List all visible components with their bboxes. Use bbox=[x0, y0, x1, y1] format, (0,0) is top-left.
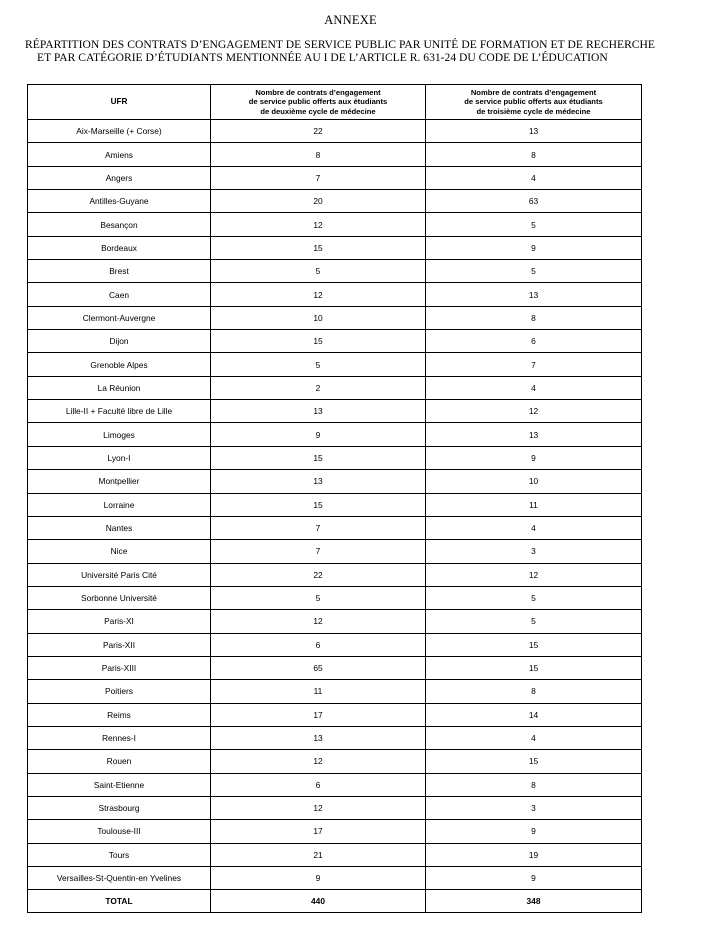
ufr-cell: Caen bbox=[28, 283, 211, 306]
third-cycle-cell: 14 bbox=[426, 703, 642, 726]
third-cycle-cell: 5 bbox=[426, 586, 642, 609]
ufr-cell: Rennes-I bbox=[28, 726, 211, 749]
second-cycle-cell: 20 bbox=[211, 190, 426, 213]
second-cycle-cell: 13 bbox=[211, 726, 426, 749]
table-row bbox=[28, 563, 642, 586]
third-cycle-cell: 8 bbox=[426, 773, 642, 796]
second-cycle-cell: 10 bbox=[211, 306, 426, 329]
second-cycle-cell: 15 bbox=[211, 236, 426, 259]
third-cycle-cell: 3 bbox=[426, 540, 642, 563]
second-cycle-cell: 6 bbox=[211, 633, 426, 656]
third-cycle-cell: 15 bbox=[426, 656, 642, 679]
third-cycle-cell: 9 bbox=[426, 236, 642, 259]
table-row bbox=[28, 166, 642, 189]
second-cycle-cell: 13 bbox=[211, 470, 426, 493]
table-row bbox=[28, 446, 642, 469]
third-cycle-cell: 63 bbox=[426, 190, 642, 213]
header-second-cycle-line: de service public offerts aux étudiants bbox=[248, 97, 388, 107]
table-row bbox=[28, 610, 642, 633]
third-cycle-cell: 6 bbox=[426, 330, 642, 353]
second-cycle-cell: 2 bbox=[211, 376, 426, 399]
table-row bbox=[28, 400, 642, 423]
table-row bbox=[28, 656, 642, 679]
ufr-cell: Limoges bbox=[28, 423, 211, 446]
third-cycle-cell: 12 bbox=[426, 563, 642, 586]
second-cycle-cell: 12 bbox=[211, 283, 426, 306]
ufr-cell: Nantes bbox=[28, 516, 211, 539]
ufr-cell: Brest bbox=[28, 260, 211, 283]
ufr-cell: Montpellier bbox=[28, 470, 211, 493]
third-cycle-cell: 10 bbox=[426, 470, 642, 493]
third-cycle-cell: 7 bbox=[426, 353, 642, 376]
table-row bbox=[28, 493, 642, 516]
header-second-cycle bbox=[211, 85, 426, 120]
ufr-cell: Versailles-St-Quentin-en Yvelines bbox=[28, 867, 211, 890]
ufr-cell: Toulouse-III bbox=[28, 820, 211, 843]
ufr-cell: Antilles-Guyane bbox=[28, 190, 211, 213]
third-cycle-cell: 4 bbox=[426, 726, 642, 749]
ufr-cell: Lyon-I bbox=[28, 446, 211, 469]
table-row bbox=[28, 633, 642, 656]
header-second-cycle-line: de deuxième cycle de médecine bbox=[260, 106, 376, 116]
ufr-cell: Dijon bbox=[28, 330, 211, 353]
second-cycle-cell: 5 bbox=[211, 586, 426, 609]
third-cycle-cell: 9 bbox=[426, 867, 642, 890]
header-third-cycle-line: Nombre de contrats d’engagement bbox=[470, 87, 597, 97]
third-cycle-cell: 9 bbox=[426, 446, 642, 469]
second-cycle-cell: 17 bbox=[211, 820, 426, 843]
table-row bbox=[28, 120, 642, 143]
third-cycle-cell: 13 bbox=[426, 423, 642, 446]
second-cycle-cell: 7 bbox=[211, 516, 426, 539]
table-body bbox=[28, 120, 642, 890]
second-cycle-cell: 8 bbox=[211, 143, 426, 166]
ufr-cell: Paris-XII bbox=[28, 633, 211, 656]
annexe-heading: ANNEXE bbox=[324, 13, 377, 27]
third-cycle-cell: 5 bbox=[426, 260, 642, 283]
second-cycle-cell: 22 bbox=[211, 563, 426, 586]
table-row bbox=[28, 283, 642, 306]
second-cycle-cell: 15 bbox=[211, 446, 426, 469]
second-cycle-cell: 17 bbox=[211, 703, 426, 726]
table-row bbox=[28, 330, 642, 353]
second-cycle-cell: 15 bbox=[211, 330, 426, 353]
table-row bbox=[28, 540, 642, 563]
third-cycle-cell: 3 bbox=[426, 796, 642, 819]
third-cycle-cell: 13 bbox=[426, 120, 642, 143]
table-row bbox=[28, 796, 642, 819]
third-cycle-cell: 5 bbox=[426, 213, 642, 236]
table-row bbox=[28, 586, 642, 609]
ufr-cell: Grenoble Alpes bbox=[28, 353, 211, 376]
table-row bbox=[28, 376, 642, 399]
total-label: TOTAL bbox=[28, 890, 211, 913]
third-cycle-cell: 9 bbox=[426, 820, 642, 843]
second-cycle-cell: 65 bbox=[211, 656, 426, 679]
ufr-cell: Lille-II + Faculté libre de Lille bbox=[28, 400, 211, 423]
third-cycle-cell: 19 bbox=[426, 843, 642, 866]
document-title: RÉPARTITION DES CONTRATS D’ENGAGEMENT DE SERVICE PUBLIC PAR UNITÉ DE FORMATION ET DE RECHERCHE ET PAR CATÉGORIE D’ÉTUDIANTS MENTIONNÉE AU I DE L’ARTICLE R. 631-24 DU CODE DE L’ÉDUCATION bbox=[25, 38, 655, 65]
table-row bbox=[28, 470, 642, 493]
second-cycle-cell: 5 bbox=[211, 260, 426, 283]
third-cycle-cell: 13 bbox=[426, 283, 642, 306]
table-row bbox=[28, 306, 642, 329]
table-row bbox=[28, 143, 642, 166]
table-header-row bbox=[28, 85, 642, 120]
third-cycle-cell: 15 bbox=[426, 750, 642, 773]
ufr-cell: Rouen bbox=[28, 750, 211, 773]
ufr-cell: Besançon bbox=[28, 213, 211, 236]
ufr-cell: Paris-XIII bbox=[28, 656, 211, 679]
header-ufr: UFR bbox=[28, 85, 211, 120]
table-row bbox=[28, 773, 642, 796]
ufr-cell: Strasbourg bbox=[28, 796, 211, 819]
header-third-cycle bbox=[426, 85, 642, 120]
header-second-cycle-line: Nombre de contrats d’engagement bbox=[255, 87, 381, 97]
ufr-cell: Clermont-Auvergne bbox=[28, 306, 211, 329]
third-cycle-cell: 11 bbox=[426, 493, 642, 516]
contracts-table bbox=[27, 84, 642, 913]
ufr-cell: La Réunion bbox=[28, 376, 211, 399]
second-cycle-cell: 12 bbox=[211, 750, 426, 773]
ufr-cell: Bordeaux bbox=[28, 236, 211, 259]
ufr-cell: Poitiers bbox=[28, 680, 211, 703]
table-row bbox=[28, 867, 642, 890]
third-cycle-cell: 8 bbox=[426, 680, 642, 703]
ufr-cell: Sorbonne Université bbox=[28, 586, 211, 609]
ufr-cell: Saint-Etienne bbox=[28, 773, 211, 796]
second-cycle-cell: 9 bbox=[211, 423, 426, 446]
table-row bbox=[28, 236, 642, 259]
table-row bbox=[28, 516, 642, 539]
second-cycle-cell: 11 bbox=[211, 680, 426, 703]
ufr-cell: Lorraine bbox=[28, 493, 211, 516]
second-cycle-cell: 21 bbox=[211, 843, 426, 866]
second-cycle-cell: 22 bbox=[211, 120, 426, 143]
third-cycle-cell: 8 bbox=[426, 143, 642, 166]
second-cycle-cell: 7 bbox=[211, 166, 426, 189]
ufr-cell: Nice bbox=[28, 540, 211, 563]
table-row bbox=[28, 843, 642, 866]
third-cycle-cell: 4 bbox=[426, 376, 642, 399]
table-row bbox=[28, 353, 642, 376]
second-cycle-cell: 7 bbox=[211, 540, 426, 563]
ufr-cell: Angers bbox=[28, 166, 211, 189]
third-cycle-cell: 15 bbox=[426, 633, 642, 656]
total-second-cycle: 440 bbox=[211, 890, 426, 913]
third-cycle-cell: 5 bbox=[426, 610, 642, 633]
second-cycle-cell: 13 bbox=[211, 400, 426, 423]
third-cycle-cell: 8 bbox=[426, 306, 642, 329]
table-row bbox=[28, 726, 642, 749]
ufr-cell: Paris-XI bbox=[28, 610, 211, 633]
header-third-cycle-line: de troisième cycle de médecine bbox=[476, 106, 591, 116]
table-row bbox=[28, 750, 642, 773]
table-row bbox=[28, 260, 642, 283]
ufr-cell: Aix-Marseille (+ Corse) bbox=[28, 120, 211, 143]
second-cycle-cell: 6 bbox=[211, 773, 426, 796]
third-cycle-cell: 12 bbox=[426, 400, 642, 423]
second-cycle-cell: 12 bbox=[211, 213, 426, 236]
header-third-cycle-line: de service public offerts aux étudiants bbox=[464, 97, 603, 107]
second-cycle-cell: 9 bbox=[211, 867, 426, 890]
ufr-cell: Tours bbox=[28, 843, 211, 866]
ufr-cell: Université Paris Cité bbox=[28, 563, 211, 586]
second-cycle-cell: 15 bbox=[211, 493, 426, 516]
table-row bbox=[28, 820, 642, 843]
table-row bbox=[28, 190, 642, 213]
table-row bbox=[28, 703, 642, 726]
ufr-cell: Reims bbox=[28, 703, 211, 726]
ufr-cell: Amiens bbox=[28, 143, 211, 166]
table-row bbox=[28, 213, 642, 236]
third-cycle-cell: 4 bbox=[426, 166, 642, 189]
table-row bbox=[28, 423, 642, 446]
table-row bbox=[28, 680, 642, 703]
second-cycle-cell: 12 bbox=[211, 796, 426, 819]
total-third-cycle: 348 bbox=[426, 890, 642, 913]
second-cycle-cell: 5 bbox=[211, 353, 426, 376]
total-row bbox=[28, 890, 642, 913]
second-cycle-cell: 12 bbox=[211, 610, 426, 633]
third-cycle-cell: 4 bbox=[426, 516, 642, 539]
